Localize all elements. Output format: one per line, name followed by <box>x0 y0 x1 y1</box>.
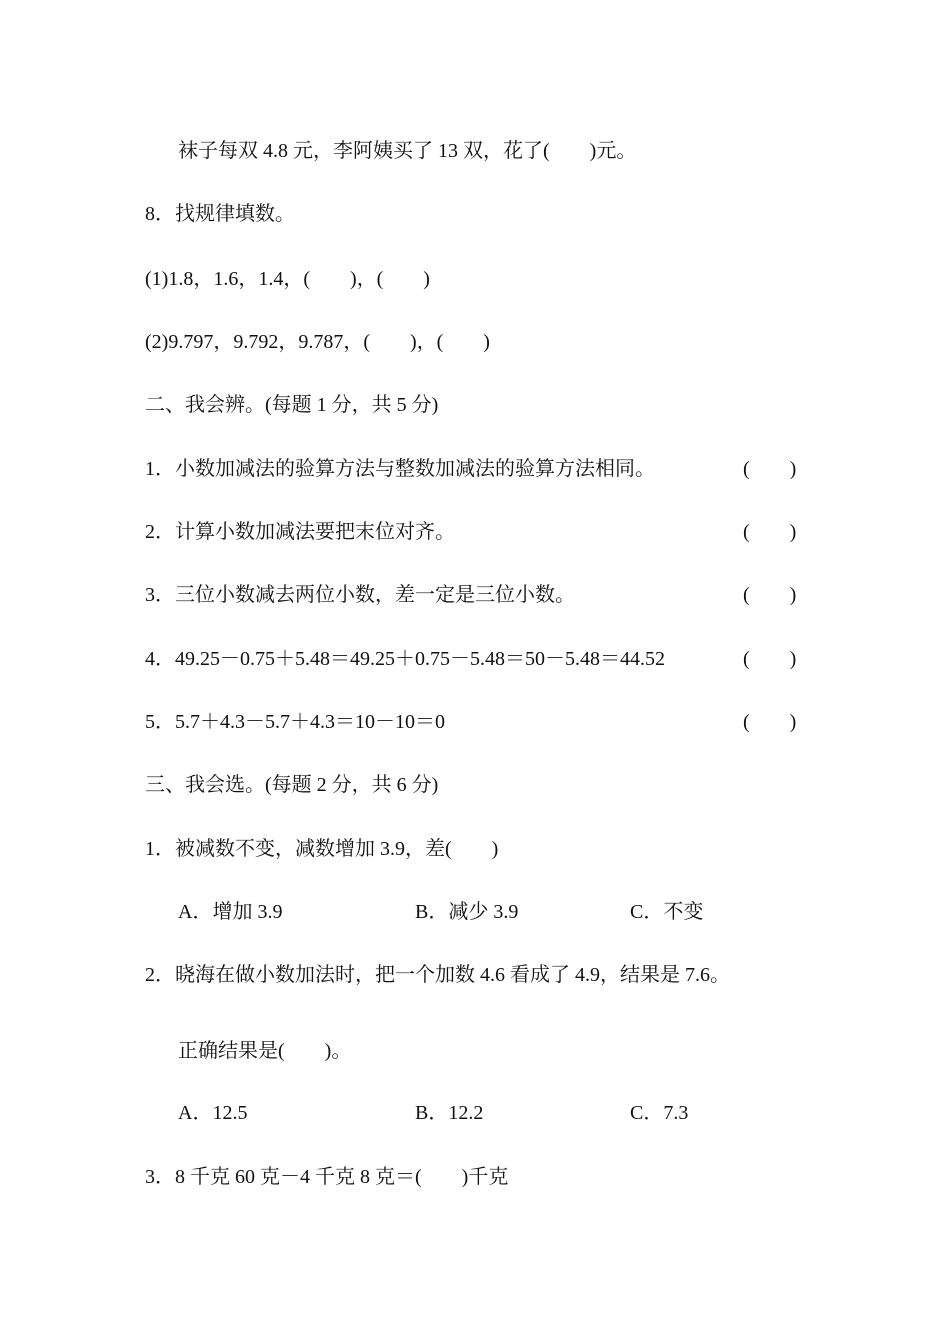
judge-2-text: 2．计算小数加减法要把末位对齐。 <box>145 521 455 543</box>
choice-2-question: 2．晓海在做小数加法时，把一个加数 4.6 看成了 4.9，结果是 7.6。 <box>145 964 730 986</box>
judge-4-answer-bracket: ( ) <box>743 648 797 670</box>
judge-2-answer-bracket: ( ) <box>743 521 797 543</box>
pattern-2: (2)9.797，9.792，9.787，( )，( ) <box>145 331 490 353</box>
choice-3-question: 3．8 千克 60 克－4 千克 8 克＝( )千克 <box>145 1166 509 1188</box>
question-8-title: 8．找规律填数。 <box>145 203 295 225</box>
choice-1-option-c: C．不变 <box>630 901 704 923</box>
choice-2-option-b: B．12.2 <box>415 1102 484 1124</box>
choice-1-question: 1．被减数不变，减数增加 3.9，差( ) <box>145 838 499 860</box>
choice-1-option-a: A．增加 3.9 <box>178 901 283 923</box>
judge-3-answer-bracket: ( ) <box>743 584 797 606</box>
judge-5-text: 5．5.7＋4.3－5.7＋4.3＝10－10＝0 <box>145 711 445 733</box>
judge-5-answer-bracket: ( ) <box>743 711 797 733</box>
judge-1-text: 1．小数加减法的验算方法与整数加减法的验算方法相同。 <box>145 458 655 480</box>
pattern-1: (1)1.8，1.6，1.4，( )，( ) <box>145 268 430 290</box>
sock-problem-text: 袜子每双 4.8 元，李阿姨买了 13 双，花了( )元。 <box>178 140 637 162</box>
judge-1-answer-bracket: ( ) <box>743 458 797 480</box>
judge-3-text: 3．三位小数减去两位小数，差一定是三位小数。 <box>145 584 575 606</box>
section-2-heading: 二、我会辨。(每题 1 分，共 5 分) <box>145 394 439 416</box>
section-3-heading: 三、我会选。(每题 2 分，共 6 分) <box>145 774 439 796</box>
judge-4-text: 4．49.25－0.75＋5.48＝49.25＋0.75－5.48＝50－5.48＝44.52 <box>145 648 665 670</box>
choice-2-option-a: A．12.5 <box>178 1102 248 1124</box>
choice-2-option-c: C．7.3 <box>630 1102 689 1124</box>
choice-2-question-cont: 正确结果是( )。 <box>178 1040 352 1062</box>
choice-1-option-b: B．减少 3.9 <box>415 901 519 923</box>
